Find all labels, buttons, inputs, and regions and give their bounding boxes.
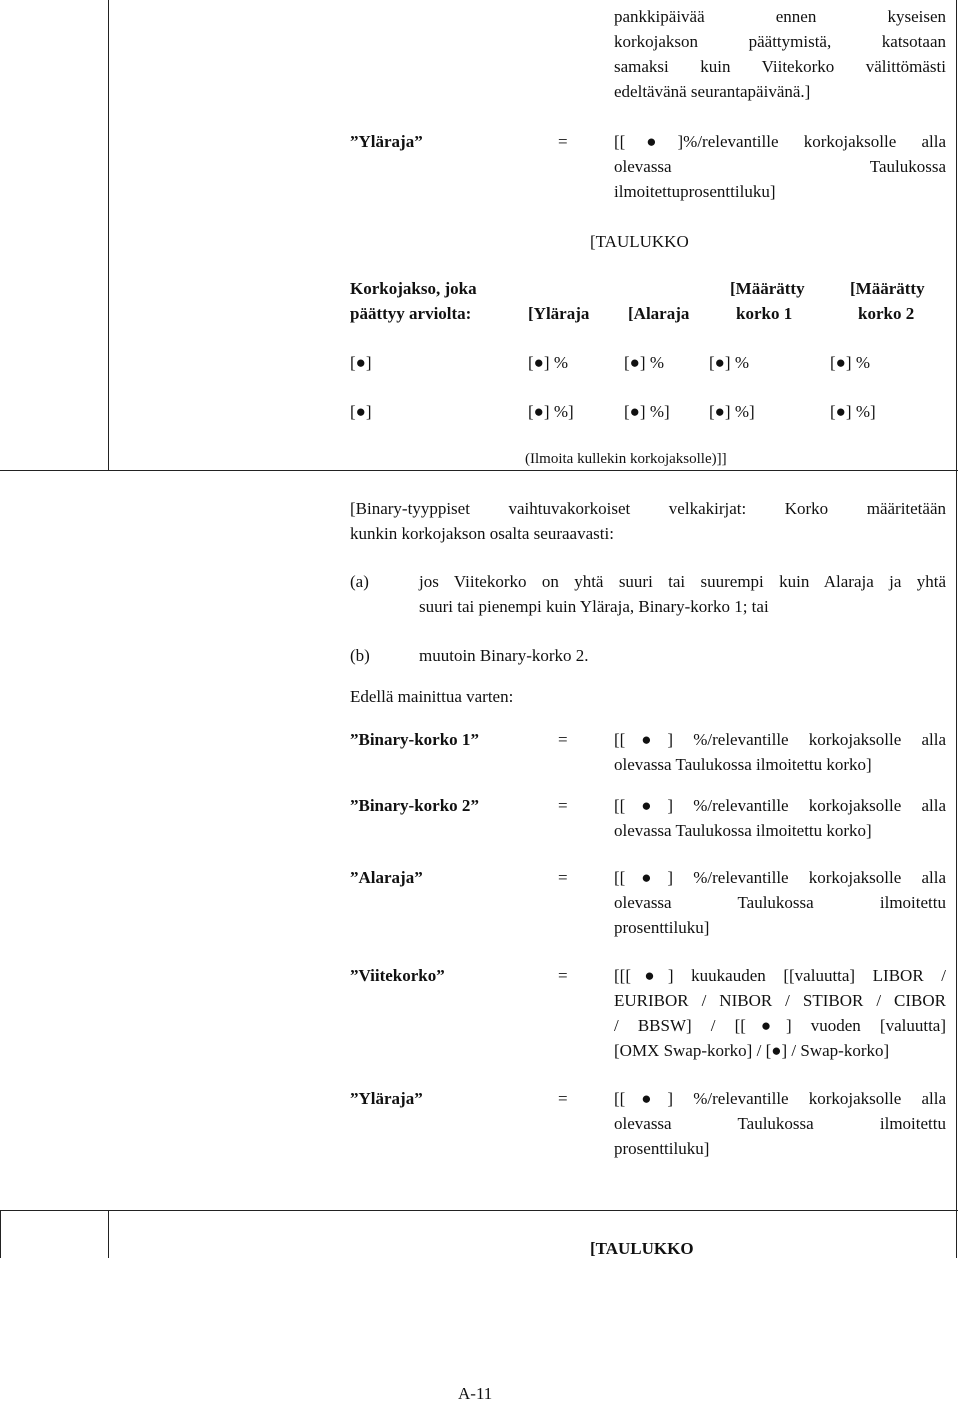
item-b-text: muutoin Binary-korko 2.	[419, 646, 589, 665]
def-line: / BBSW] / [[●] vuoden [valuutta]	[614, 1016, 946, 1035]
def-term-binary-korko-2: ”Binary-korko 2”	[350, 796, 479, 815]
item-a-label: (a)	[350, 572, 369, 591]
table-cell: [●] %]	[528, 402, 574, 421]
table-cell: [●]	[350, 353, 372, 372]
table-cell: [●] %	[709, 353, 750, 372]
def-line: [[●] %/relevantille korkojaksolle alla	[614, 730, 946, 749]
def-line: [[●] %/relevantille korkojaksolle alla	[614, 1089, 946, 1108]
table-cell: [●] %]	[624, 402, 670, 421]
top-line-1: pankkipäivää ennen kyseisen	[614, 7, 946, 26]
def-line: olevassa Taulukossa ilmoitettu	[614, 1114, 946, 1133]
def-term-ylaraja: ”Yläraja”	[350, 1089, 423, 1108]
table-cell: [●] %]	[830, 402, 876, 421]
def-eq: =	[558, 966, 568, 985]
lower-col-border	[108, 1210, 109, 1258]
right-border	[956, 0, 957, 1258]
page-number: A-11	[458, 1384, 493, 1403]
def-line: prosenttiluku]	[614, 1139, 710, 1158]
def-line: [[●]%/relevantille korkojaksolle alla	[614, 132, 946, 151]
def-eq: =	[558, 868, 568, 887]
header-col1-line2: päättyy arviolta:	[350, 304, 472, 323]
def-term-ylaraja-top: ”Yläraja”	[350, 132, 423, 151]
header-col1-line1: Korkojakso, joka	[350, 279, 477, 298]
table-cell: [●] %	[830, 353, 871, 372]
header-col3: [Alaraja	[628, 304, 690, 323]
def-line: EURIBOR / NIBOR / STIBOR / CIBOR	[614, 991, 946, 1010]
header-col5-line1: [Määrätty	[850, 279, 925, 298]
def-line: olevassa Taulukossa ilmoitettu korko]	[614, 755, 872, 774]
item-a-line2: suuri tai pienempi kuin Yläraja, Binary-korko 1; tai	[419, 597, 769, 616]
header-col2: [Yläraja	[528, 304, 590, 323]
def-eq: =	[558, 132, 568, 151]
for-this-label: Edellä mainittua varten:	[350, 687, 514, 706]
left-column-border	[108, 0, 109, 470]
def-term-viitekorko: ”Viitekorko”	[350, 966, 445, 985]
def-eq: =	[558, 730, 568, 749]
def-line: [[[●] kuukauden [[valuutta] LIBOR /	[614, 966, 946, 985]
table-cell: [●]	[350, 402, 372, 421]
lower-left-border	[0, 1210, 1, 1258]
table-note: (Ilmoita kullekin korkojaksolle)]]	[525, 451, 727, 467]
def-line: [[●] %/relevantille korkojaksolle alla	[614, 868, 946, 887]
def-eq: =	[558, 1089, 568, 1108]
row-divider	[0, 470, 958, 471]
def-line: prosenttiluku]	[614, 918, 710, 937]
header-col5-line2: korko 2	[858, 304, 915, 323]
top-line-4: edeltävänä seurantapäivänä.]	[614, 82, 811, 101]
top-line-2: korkojakson päättymistä, katsotaan	[614, 32, 946, 51]
table-title: [TAULUKKO	[590, 232, 689, 251]
def-eq: =	[558, 796, 568, 815]
def-line: olevassa Taulukossa ilmoitettu korko]	[614, 821, 872, 840]
table-cell: [●] %	[528, 353, 569, 372]
binary-intro-line2: kunkin korkojakson osalta seuraavasti:	[350, 524, 614, 543]
def-term-alaraja: ”Alaraja”	[350, 868, 423, 887]
def-line: [OMX Swap-korko] / [●] / Swap-korko]	[614, 1041, 890, 1060]
table-cell: [●] %	[624, 353, 665, 372]
header-col4-line2: korko 1	[736, 304, 793, 323]
def-line: olevassa Taulukossa	[614, 157, 946, 176]
bottom-table-title: [TAULUKKO	[590, 1239, 694, 1258]
top-line-3: samaksi kuin Viitekorko välittömästi	[614, 57, 946, 76]
table-cell: [●] %]	[709, 402, 755, 421]
header-col4-line1: [Määrätty	[730, 279, 805, 298]
item-b-label: (b)	[350, 646, 370, 665]
def-term-binary-korko-1: ”Binary-korko 1”	[350, 730, 479, 749]
lower-table-top-border	[0, 1210, 958, 1211]
def-line: [[●] %/relevantille korkojaksolle alla	[614, 796, 946, 815]
def-line: ilmoitettuprosenttiluku]	[614, 182, 776, 201]
binary-intro-line1: [Binary-tyyppiset vaihtuvakorkoiset velkakirjat: Korko määritetään	[350, 499, 946, 518]
def-line: olevassa Taulukossa ilmoitettu	[614, 893, 946, 912]
item-a-line1: jos Viitekorko on yhtä suuri tai suurempi kuin Alaraja ja yhtä	[419, 572, 946, 591]
